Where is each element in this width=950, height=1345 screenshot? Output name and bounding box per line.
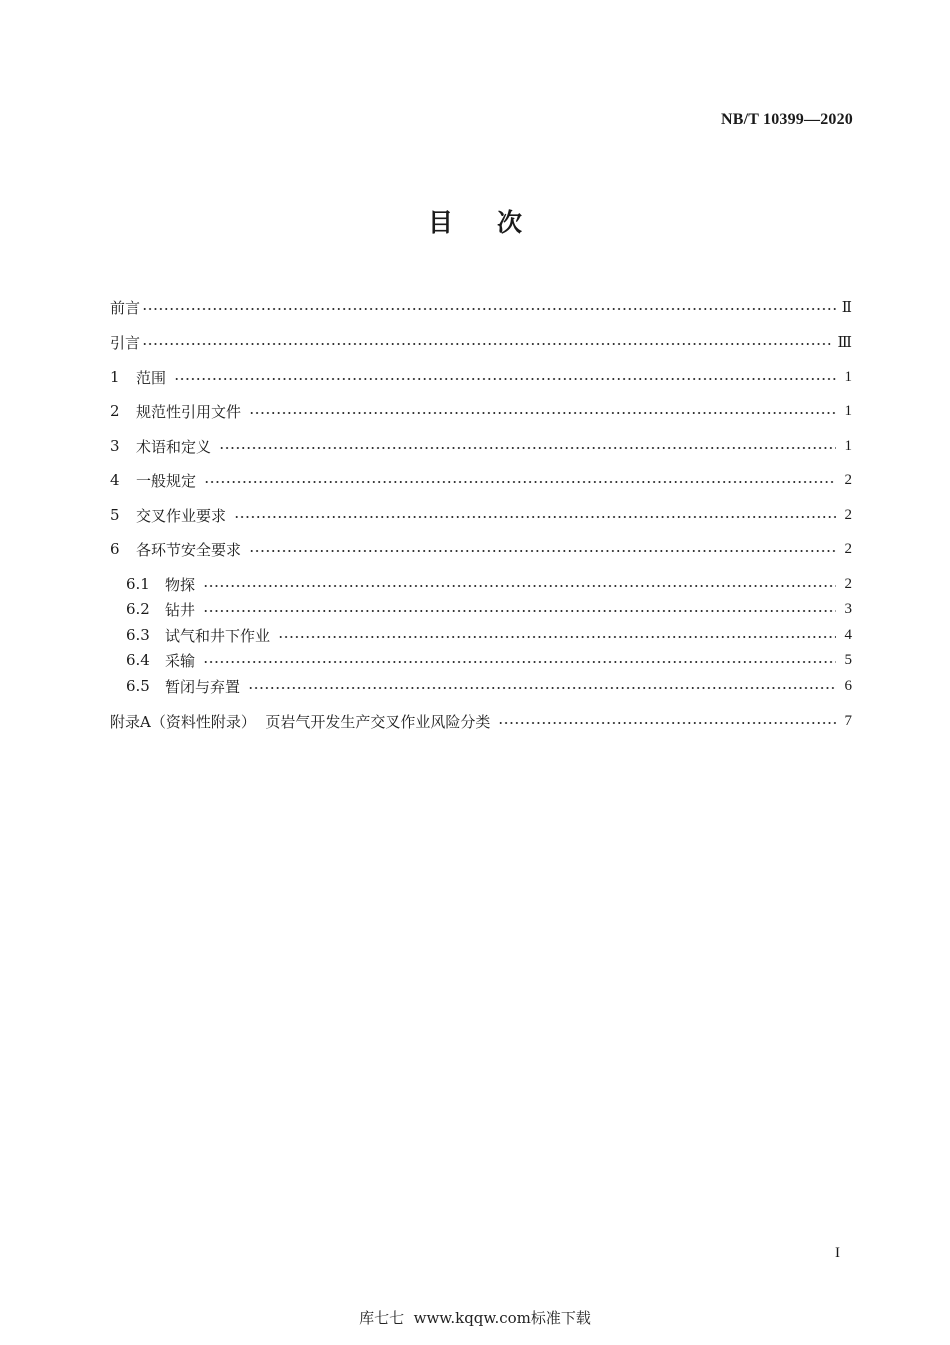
toc-page-number: 3 bbox=[844, 600, 852, 617]
toc-page-number: 2 bbox=[844, 471, 852, 488]
toc-page-number: 7 bbox=[844, 712, 852, 729]
toc-page-number: 2 bbox=[844, 506, 852, 523]
toc-subitem-6-3[interactable] bbox=[126, 624, 852, 646]
toc-item-number: 6.4 bbox=[126, 651, 150, 669]
toc-subitem-6-2[interactable] bbox=[126, 598, 852, 620]
toc-item-number: 2 bbox=[110, 402, 120, 420]
title-char-2: 次 bbox=[497, 208, 523, 237]
leader-dots bbox=[234, 516, 836, 518]
toc-item-label: 交叉作业要求 bbox=[136, 506, 227, 525]
leader-dots bbox=[249, 550, 836, 552]
toc-item-number: 3 bbox=[110, 437, 120, 455]
leader-dots bbox=[219, 447, 836, 449]
toc-item-number: 6 bbox=[110, 540, 120, 558]
toc-page-number: 1 bbox=[844, 368, 852, 385]
toc-item-introduction[interactable] bbox=[110, 331, 852, 353]
toc-item-6[interactable] bbox=[110, 538, 852, 560]
toc-item-label: 规范性引用文件 bbox=[136, 402, 242, 421]
toc-subitem-6-5[interactable] bbox=[126, 675, 852, 697]
toc-item-number: 4 bbox=[110, 471, 120, 489]
leader-dots bbox=[204, 481, 836, 483]
toc-item-label: 采输 bbox=[165, 651, 196, 670]
toc-subitem-6-4[interactable] bbox=[126, 649, 852, 671]
leader-dots bbox=[498, 722, 836, 724]
toc-item-3[interactable] bbox=[110, 435, 852, 457]
toc-item-label: 范围 bbox=[136, 368, 167, 387]
toc-item-label: 附录A（资料性附录） 页岩气开发生产交叉作业风险分类 bbox=[110, 712, 491, 731]
toc-subitem-6-1[interactable] bbox=[126, 573, 852, 595]
leader-dots bbox=[248, 687, 836, 689]
toc-page-number: Ⅲ bbox=[837, 334, 852, 351]
toc-item-1[interactable] bbox=[110, 366, 852, 388]
toc-item-label: 前言 bbox=[110, 298, 141, 317]
toc-page-number: 4 bbox=[844, 626, 852, 643]
toc-item-label: 各环节安全要求 bbox=[136, 540, 242, 559]
toc-item-2[interactable] bbox=[110, 400, 852, 422]
toc-item-4[interactable] bbox=[110, 469, 852, 491]
toc-item-label: 暂闭与弃置 bbox=[165, 677, 241, 696]
toc-item-label: 钻井 bbox=[165, 600, 196, 619]
leader-dots bbox=[203, 585, 836, 587]
toc-item-foreword[interactable] bbox=[110, 296, 852, 318]
leader-dots bbox=[203, 610, 836, 612]
leader-dots bbox=[142, 308, 836, 310]
leader-dots bbox=[174, 378, 836, 380]
page-number: I bbox=[835, 1245, 840, 1261]
toc-item-appendix-a[interactable] bbox=[110, 710, 852, 732]
toc-page-number: Ⅱ bbox=[841, 299, 852, 316]
toc-page-number: 1 bbox=[844, 402, 852, 419]
toc-page-number: 6 bbox=[844, 677, 852, 694]
toc-item-label: 术语和定义 bbox=[136, 437, 212, 456]
toc-item-label: 物探 bbox=[165, 575, 196, 594]
toc-item-number: 1 bbox=[110, 368, 120, 386]
leader-dots bbox=[142, 343, 832, 345]
toc-item-5[interactable] bbox=[110, 504, 852, 526]
toc-item-number: 6.3 bbox=[126, 626, 150, 644]
toc-item-number: 6.2 bbox=[126, 600, 150, 618]
toc-page-number: 1 bbox=[844, 437, 852, 454]
toc-item-number: 5 bbox=[110, 506, 120, 524]
leader-dots bbox=[249, 412, 836, 414]
leader-dots bbox=[278, 636, 836, 638]
toc-item-label: 一般规定 bbox=[136, 471, 197, 490]
toc-item-label: 引言 bbox=[110, 333, 141, 352]
footer-watermark-text: 库七七 www.kqqw.com标准下载 bbox=[359, 1309, 591, 1327]
toc-item-number: 6.1 bbox=[126, 575, 150, 593]
toc-item-label: 试气和井下作业 bbox=[165, 626, 271, 645]
title-char-1: 目 bbox=[427, 208, 453, 237]
document-code: NB/T 10399—2020 bbox=[720, 111, 853, 128]
page-title bbox=[0, 203, 950, 239]
toc-page-number: 2 bbox=[844, 575, 852, 592]
toc-page-number: 5 bbox=[844, 651, 852, 668]
toc-page-number: 2 bbox=[844, 540, 852, 557]
leader-dots bbox=[203, 661, 836, 663]
toc-item-number: 6.5 bbox=[126, 677, 150, 695]
